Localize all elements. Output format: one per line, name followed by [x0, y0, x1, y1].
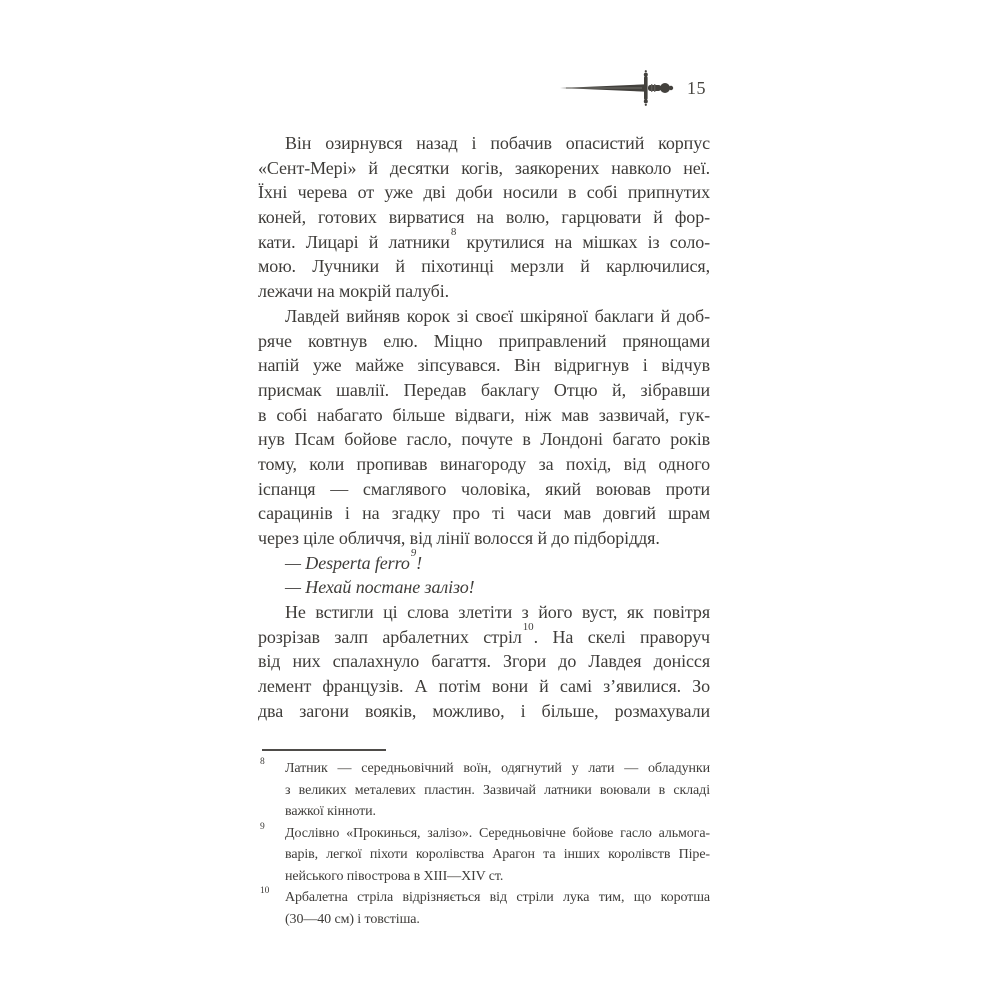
footnote: 8 Латник — середньовічний воїн, одягнутий у лати — обладунки з великих металевих пластин. Зазвичай латники воювали в складі важкої кінноти.	[258, 758, 710, 823]
text-line: Їхні черева от уже дві доби носили в собі припнутих	[258, 182, 710, 203]
sword-ornament-icon	[560, 70, 674, 106]
text-line: розрізав залп арбалетних стріл$^{10}$. На скелі праворуч	[258, 620, 710, 647]
text-line: два загони вояків, можливо, і більше, розмахували	[258, 700, 710, 721]
footnote-line: з великих металевих пластин. Зазвичай латники воювали в складі	[285, 782, 710, 798]
page-number: 15	[687, 77, 706, 98]
text-line: — Desperta ferro$^9$!	[285, 546, 423, 573]
footnote-ref: 8	[450, 225, 457, 238]
footnote: 9 Дослівно «Прокинься, залізо». Середньовічне бойове гасло альмога- варів, легкої піхоти королівства Арагон та інших королівств Піре- нейського півострова в XIII—XIV ст.	[258, 823, 710, 888]
footnote-line: нейського півострова в XIII—XIV ст.	[285, 868, 504, 884]
footnote-line: (30—40 см) і товстіша.	[285, 911, 420, 927]
text-line: Лавдей вийняв корок зі своєї шкіряної баклаги й доб-	[285, 305, 710, 326]
text-line: через ціле обличчя, від лінії волосся й до підборіддя.	[258, 528, 660, 548]
text-line: мою. Лучники й піхотинці мерзли й карлючилися,	[258, 256, 710, 277]
footnote-separator	[262, 749, 386, 751]
text-line: іспанця — смаглявого чоловіка, який воював проти	[258, 478, 710, 499]
footnotes	[258, 758, 710, 930]
page-header	[258, 70, 706, 106]
text-line: напій уже майже зіпсувався. Він відригнув і відчув	[258, 355, 710, 376]
text-line: «Сент-Мері» й десятки когів, заякорених навколо неї.	[258, 157, 710, 178]
footnote-line: Дослівно «Прокинься, залізо». Середньовічне бойове гасло альмога-	[285, 825, 710, 841]
text-line: лежачи на мокрій палубі.	[258, 281, 450, 302]
text-line: кати. Лицарі й латники$^8$ крутилися на мішках із соло-	[258, 225, 710, 252]
footnote-line: Арбалетна стріла відрізняється від стріли лука тим, що коротша	[285, 890, 710, 905]
text-line: коней, готових вирватися на волю, гарцювати й фор-	[258, 207, 710, 228]
text-line: ряче ковтнув елю. Міцно приправлений прянощами	[258, 330, 710, 351]
body-text	[258, 131, 710, 724]
text-line: Він озирнувся назад і побачив опасистий корпус	[285, 133, 710, 153]
text-line: Не встигли ці слова злетіти з його вуст, як повітря	[285, 602, 710, 623]
footnote-line: Латник — середньовічний воїн, одягнутий у лати — обладунки	[285, 761, 710, 776]
text-line: в собі набагато більше відваги, ніж мав зазвичай, гук-	[258, 404, 710, 425]
footnote: 10 Арбалетна стріла відрізняється від стріли лука тим, що коротша (30—40 см) і товстіша.	[258, 887, 710, 930]
footnote-ref: 10	[522, 620, 534, 633]
text-line: — Нехай постане залізо!	[285, 577, 475, 598]
text-line: нув Псам бойове гасло, почуте в Лондоні багато років	[258, 429, 710, 450]
footnote-line: важкої кінноти.	[285, 804, 376, 819]
footnote-line: варів, легкої піхоти королівства Арагон та інших королівств Піре-	[285, 847, 710, 862]
footnote-ref: 9	[410, 546, 417, 559]
text-line: тому, коли пропивав винагороду за похід, від одного	[258, 453, 710, 474]
text-line: від них спалахнуло багаття. Згори до Лавдея донісся	[258, 651, 710, 672]
text-line: лемент французів. А потім вони й самі з’явилися. Зо	[258, 676, 710, 697]
text-line: сарацинів і на згадку про ті часи мав довгий шрам	[258, 503, 710, 524]
text-line: присмак шавлії. Передав баклагу Отцю й, зібравши	[258, 379, 710, 400]
